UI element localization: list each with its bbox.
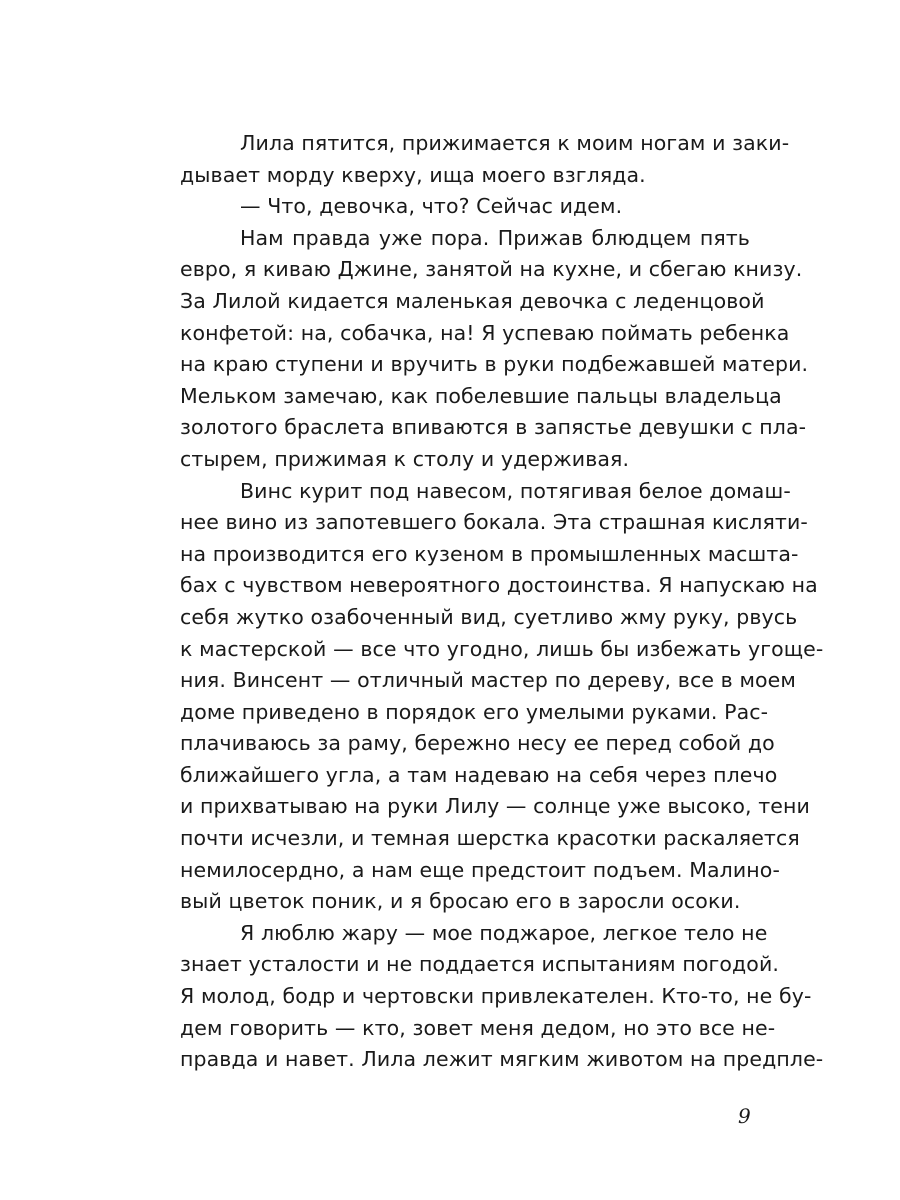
text-line: евро, я киваю Джине, занятой на кухне, и сбегаю книзу. (180, 257, 803, 282)
text-line: золотого браслета впиваются в запястье девушки с пла- (180, 415, 807, 440)
text-line: конфетой: на, собачка, на! Я успеваю поймать ребенка (180, 320, 790, 345)
text-line: ближайшего угла, а там надеваю на себя через плечо (180, 762, 778, 787)
page-number: 9 (738, 1104, 751, 1128)
text-line: правда и навет. Лила лежит мягким животом на предпле- (180, 1047, 824, 1072)
text-line: и прихватываю на руки Лилу — солнце уже высоко, тени (180, 794, 810, 819)
text-line: За Лилой кидается маленькая девочка с леденцовой (180, 288, 765, 313)
text-line: Нам правда уже пора. Прижав блюдцем пять (240, 225, 750, 250)
text-line: к мастерской — все что угодно, лишь бы избежать угоще- (180, 636, 824, 661)
text-line: вый цветок поник, и я бросаю его в заросли осоки. (180, 889, 741, 914)
text-line: нее вино из запотевшего бокала. Эта страшная кисляти- (180, 510, 808, 535)
text-line: плачиваюсь за раму, бережно несу ее перед собой до (180, 731, 775, 756)
text-line: ния. Винсент — отличный мастер по дереву, все в моем (180, 668, 796, 693)
text-line: на краю ступени и вручить в руки подбежавшей матери. (180, 352, 809, 377)
text-line: себя жутко озабоченный вид, суетливо жму руку, рвусь (180, 604, 798, 629)
text-line: доме приведено в порядок его умелыми руками. Рас- (180, 699, 769, 724)
text-line: на производится его кузеном в промышленных масшта- (180, 541, 799, 566)
text-line: Винс курит под навесом, потягивая белое домаш- (240, 478, 791, 503)
text-line: бах с чувством невероятного достоинства. Я напускаю на (180, 573, 818, 598)
text-line: немилосердно, а нам еще предстоит подъем. Малино- (180, 857, 780, 882)
text-line: дывает морду кверху, ища моего взгляда. (180, 162, 646, 187)
text-line: Я молод, бодр и чертовски привлекателен. Кто-то, не бу- (180, 984, 812, 1009)
text-line: Я люблю жару — мое поджарое, легкое тело не (240, 920, 768, 945)
text-line: Лила пятится, прижимается к моим ногам и заки- (240, 131, 790, 155)
text-line: почти исчезли, и темная шерстка красотки раскаляется (180, 826, 800, 851)
text-line: знает усталости и не поддается испытаниям погодой. (180, 952, 779, 977)
body-text (180, 128, 824, 1076)
text-line: дем говорить — кто, зовет меня дедом, но это все не- (180, 1015, 776, 1040)
text-line: стырем, прижимая к столу и удерживая. (180, 446, 630, 471)
text-line: Мельком замечаю, как побелевшие пальцы владельца (180, 383, 782, 408)
dialogue-line: — Что, девочка, что? Сейчас идем. (240, 194, 623, 219)
